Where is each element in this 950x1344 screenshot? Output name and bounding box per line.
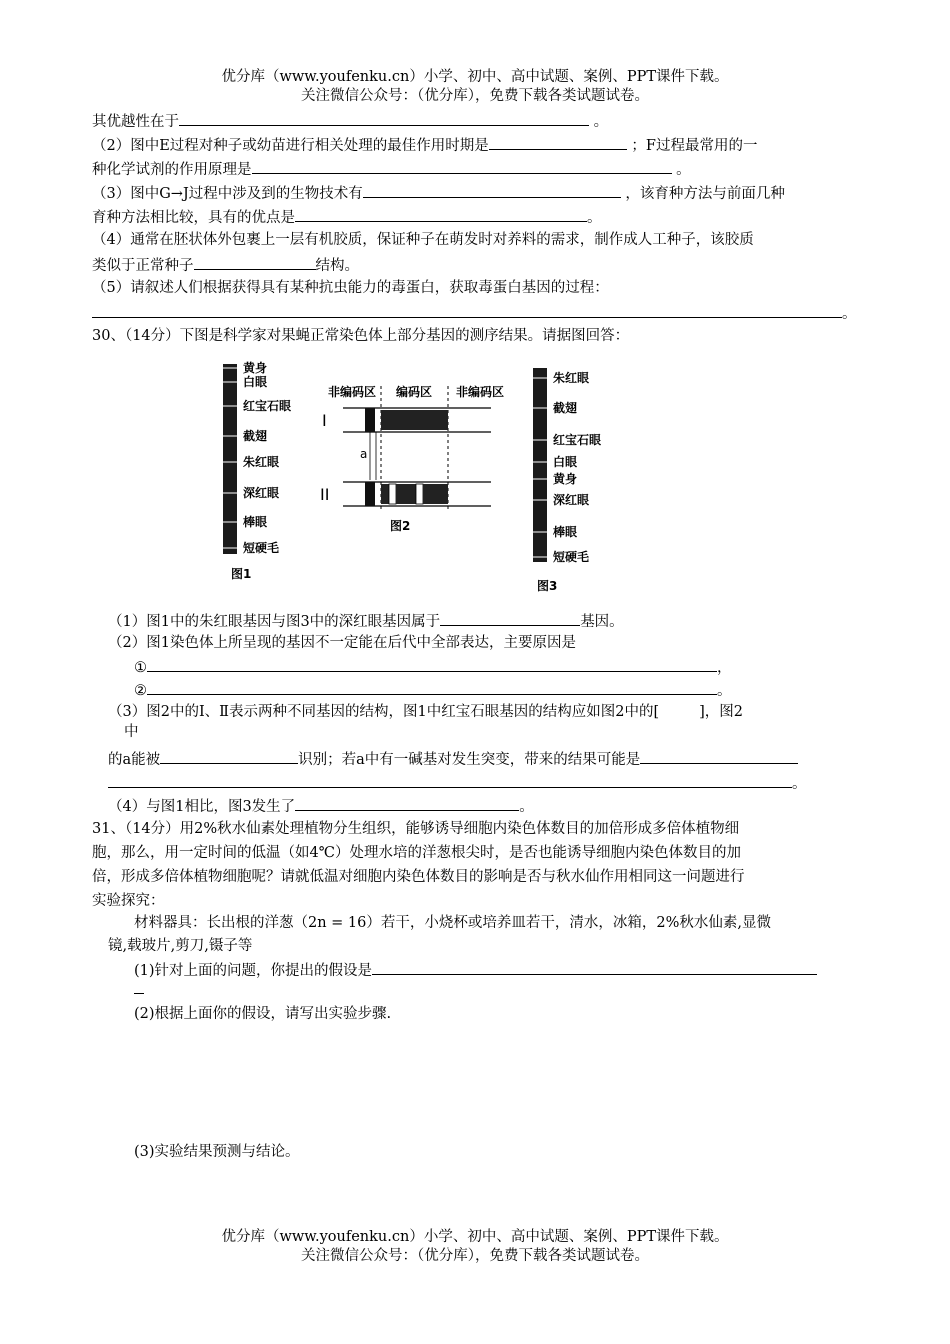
coding-region-block xyxy=(381,410,448,430)
answer-blank[interactable] xyxy=(295,206,587,222)
q30-sub4: （4）与图1相比，图3发生了 。 xyxy=(108,795,534,817)
q29-line3: 种化学试剂的作用原理是 。 xyxy=(92,158,691,180)
region-label-noncoding-left: 非编码区 xyxy=(328,385,377,399)
answer-blank[interactable] xyxy=(147,656,717,672)
q30-sub3-line2: 的a能被 识别；若a中有一碱基对发生突变，带来的结果可能是 xyxy=(108,748,798,770)
answer-blank[interactable] xyxy=(295,795,519,811)
page-footer-line1: 优分库（www.youfenku.cn）小学、初中、高中试题、案例、PPT课件下载。 xyxy=(221,1229,729,1245)
gene-structure-I-label: I xyxy=(322,411,327,430)
q31-line4: 实验探究： xyxy=(92,893,165,909)
q30-sub1: （1）图1中的朱红眼基因与图3中的深红眼基因属于 基因。 xyxy=(108,610,624,632)
answer-blank[interactable] xyxy=(147,679,717,695)
answer-blank[interactable] xyxy=(252,158,672,174)
gene-label: 深红眼 xyxy=(553,493,590,507)
figure-1 xyxy=(215,360,325,582)
gene-label: 棒眼 xyxy=(243,515,268,529)
q31-materials-line1: 材料器具：长出根的洋葱（2n = 16）若干，小烧杯或培养皿若干，清水，冰箱，2%秋水仙素,显微 xyxy=(134,915,771,931)
q29-line1: 其优越性在于 。 xyxy=(92,110,608,132)
region-a-label: a xyxy=(360,447,368,461)
q29-line8: （5）请叙述人们根据获得具有某种抗虫能力的毒蛋白，获取毒蛋白基因的过程： xyxy=(92,280,609,296)
answer-blank[interactable] xyxy=(179,110,589,126)
page-header-line1: 优分库（www.youfenku.cn）小学、初中、高中试题、案例、PPT课件下载。 xyxy=(221,69,729,85)
gene-label: 截翅 xyxy=(553,401,578,415)
answer-blank[interactable] xyxy=(440,610,580,626)
hypothesis-blank[interactable] xyxy=(372,959,817,975)
q30-sub2-item2: ② 。 xyxy=(134,679,732,701)
figure-1-caption: 图1 xyxy=(231,567,252,581)
answer-blank[interactable] xyxy=(160,748,298,764)
gene-label: 黄身 xyxy=(553,472,578,486)
gene-label: 白眼 xyxy=(553,455,578,469)
q29-line7: 类似于正常种子 结构。 xyxy=(92,254,359,276)
q29-line4: （3）图中G→J过程中涉及到的生物技术有 ，该育种方法与前面几种 xyxy=(92,182,785,204)
gene-label: 短硬毛 xyxy=(553,550,590,564)
q29-line2: （2）图中E过程对种子或幼苗进行相关处理的最佳作用时期是 ；F过程最常用的一 xyxy=(92,134,757,156)
answer-blank[interactable] xyxy=(363,182,621,198)
chromosome-bar xyxy=(533,368,547,562)
answer-blank[interactable] xyxy=(640,748,798,764)
q31-part1-wrap-blank xyxy=(134,980,154,1000)
q31-line1: 31、（14分）用2%秋水仙素处理植物分生组织，能够诱导细胞内染色体数目的加倍形成多倍体植物细 xyxy=(92,821,740,837)
gene-label: 深红眼 xyxy=(243,486,280,500)
q31-line2: 胞，那么，用一定时间的低温（如4℃）处理水培的洋葱根尖时，是否也能诱导细胞内染色体数目的加 xyxy=(92,845,741,861)
q30-title: 30、（14分）下图是科学家对果蝇正常染色体上部分基因的测序结果。请据图回答： xyxy=(92,328,630,344)
gene-label: 短硬毛 xyxy=(243,541,280,555)
q30-sub3-line3: 。 xyxy=(108,772,807,794)
figure-3-caption: 图3 xyxy=(537,579,558,593)
q31-part2: (2)根据上面你的假设，请写出实验步骤. xyxy=(134,1006,392,1022)
gene-label: 红宝石眼 xyxy=(553,433,602,447)
gene-label: 黄身 xyxy=(243,361,268,375)
q30-sub2: （2）图1染色体上所呈现的基因不一定能在后代中全部表达，主要原因是 xyxy=(108,635,576,651)
q31-line3: 倍，形成多倍体植物细胞呢？请就低温对细胞内染色体数目的影响是否与秋水仙作用相同这一问题进行 xyxy=(92,869,745,885)
figure-2 xyxy=(318,380,523,540)
region-label-noncoding-right: 非编码区 xyxy=(456,385,505,399)
gene-label: 棒眼 xyxy=(553,525,578,539)
gene-label: 白眼 xyxy=(243,375,268,389)
gene-label: 截翅 xyxy=(243,429,268,443)
page-header-line2: 关注微信公众号：（优分库），免费下载各类试题试卷。 xyxy=(301,88,649,104)
answer-blank[interactable] xyxy=(489,134,627,150)
chromosome-bar xyxy=(223,364,237,554)
answer-blank[interactable] xyxy=(194,254,316,270)
gene-label: 朱红眼 xyxy=(243,455,280,469)
page-footer-line2: 关注微信公众号：（优分库），免费下载各类试题试卷。 xyxy=(301,1248,649,1264)
q29-line6: （4）通常在胚状体外包裹上一层有机胶质，保证种子在萌发时对养料的需求，制作成人工种子，该胶质 xyxy=(92,232,754,248)
gene-structure-II-label: II xyxy=(320,485,330,504)
q31-part1: (1)针对上面的问题，你提出的假设是 xyxy=(134,959,817,981)
q29-line5: 育种方法相比较，具有的优点是 。 xyxy=(92,206,602,228)
q29-line9: 。 xyxy=(92,302,857,324)
q31-part3: (3)实验结果预测与结论。 xyxy=(134,1144,300,1160)
answer-blank[interactable] xyxy=(108,772,792,788)
q30-sub3-wrap: 中 xyxy=(124,724,139,740)
q30-sub3: （3）图2中的Ⅰ、Ⅱ表示两种不同基因的结构，图1中红宝石眼基因的结构应如图2中的[ ]，图2 xyxy=(108,704,744,720)
q31-materials-line2: 镜,载玻片,剪刀,镊子等 xyxy=(108,938,253,954)
figure-3 xyxy=(525,366,635,596)
q30-sub2-item1: ① ， xyxy=(134,656,732,678)
promoter-block xyxy=(365,408,375,432)
gene-label: 朱红眼 xyxy=(553,371,590,385)
figure-2-caption: 图2 xyxy=(390,519,411,533)
gene-label: 红宝石眼 xyxy=(243,399,292,413)
region-label-coding: 编码区 xyxy=(396,385,433,399)
answer-blank[interactable] xyxy=(92,302,842,318)
